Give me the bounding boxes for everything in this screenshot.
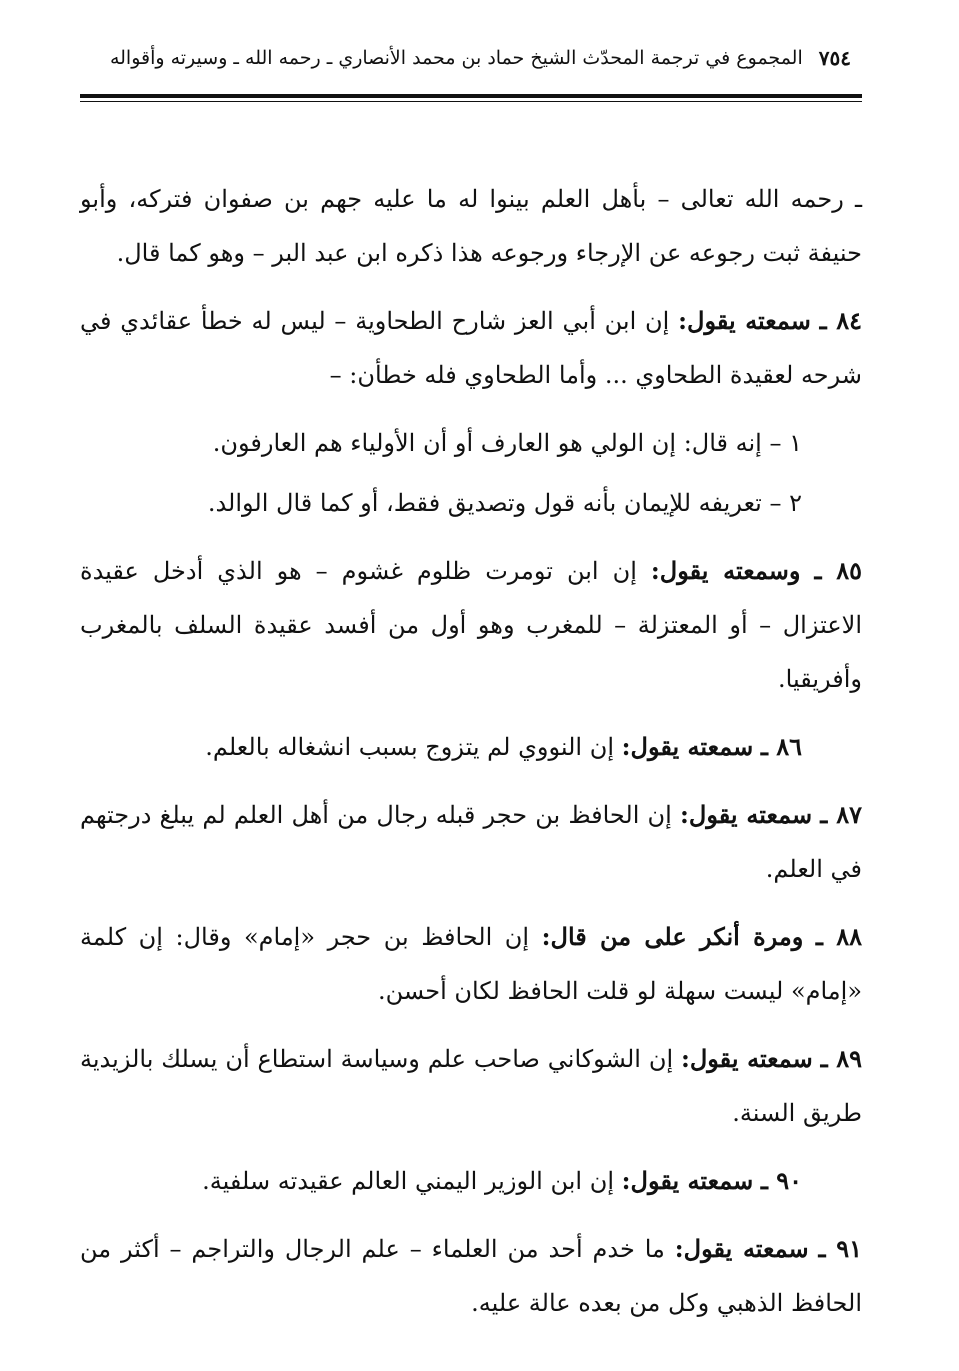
- item-number: ٨٨ ـ: [815, 922, 862, 951]
- item-lead: سمعته يقول:: [678, 306, 811, 335]
- paragraph-90: [80, 1154, 862, 1208]
- item-number: ٨٥ ـ: [814, 556, 862, 585]
- paragraph-91: [80, 1222, 862, 1330]
- item-number: ٩٠ ـ: [760, 1166, 802, 1195]
- item-lead: سمعته يقول:: [621, 1166, 754, 1195]
- item-number: ٨٦ ـ: [760, 732, 802, 761]
- paragraph-85: [80, 544, 862, 706]
- item-number: ٨٩ ـ: [820, 1044, 862, 1073]
- paragraph-86: [80, 720, 862, 774]
- item-number: ٨٧ ـ: [820, 800, 862, 829]
- paragraph-text: ١ – إنه قال: إن الولي هو العارف أو أن الأولياء هم العارفون.: [212, 429, 802, 457]
- paragraph-text: إن الحافظ بن حجر «إمام» وقال: إن كلمة «إمام» ليست سهلة لو قلت الحافظ لكان أحسن.: [80, 923, 862, 1005]
- paragraph-text: إن الحافظ بن حجر قبله رجال من أهل العلم لم يبلغ درجتهم في العلم.: [80, 801, 862, 883]
- paragraph-text: إن ابن تومرت ظلوم غشوم – هو الذي أدخل عقيدة الاعتزال – أو المعتزلة – للمغرب وهو أول من أفسد عقيدة السلف بالمغرب وأفريقيا.: [80, 557, 862, 693]
- paragraph-text: إن النووي لم يتزوج بسبب انشغاله بالعلم.: [205, 733, 614, 761]
- paragraph-text: ـ رحمه الله تعالى – بأهل العلم بينوا له ما عليه جهم بن صفوان فتركه، وأبو حنيفة ثبت رجوعه عن الإرجاء ورجوعه هذا ذكره ابن عبد البر – وهو كما قال.: [80, 185, 862, 267]
- item-lead: سمعته يقول:: [680, 800, 813, 829]
- paragraph-87: [80, 788, 862, 896]
- item-lead: وسمعته يقول:: [650, 556, 801, 585]
- paragraph-text: ما خدم أحد من العلماء – علم الرجال والتراجم – أكثر من الحافظ الذهبي وكل من بعده عالة عليه.: [80, 1235, 862, 1317]
- running-title: المجموع في ترجمة المحدّث الشيخ حماد بن محمد الأنصاري ـ رحمه الله ـ وسيرته وأقواله: [109, 47, 803, 69]
- item-lead: سمعته يقول:: [621, 732, 754, 761]
- item-number: ٨٤ ـ: [819, 306, 863, 335]
- paragraph-text: ٢ – تعريفه للإيمان بأنه قول وتصديق فقط، أو كما قال الوالد.: [207, 489, 802, 517]
- paragraph-89: [80, 1032, 862, 1140]
- item-lead: ومرة أنكر على من قال:: [541, 922, 804, 951]
- item-lead: سمعته يقول:: [674, 1234, 809, 1263]
- page-body: [80, 172, 862, 1344]
- paragraph-84: [80, 294, 862, 402]
- paragraph-text: إن الشوكاني صاحب علم وسياسة استطاع أن يسلك بالزيدية طريق السنة.: [80, 1045, 862, 1127]
- header-rule-thick: [80, 94, 862, 98]
- sub-item-2: [80, 476, 862, 530]
- sub-item-1: [80, 416, 862, 470]
- paragraph: [80, 172, 862, 280]
- running-header: [80, 38, 851, 78]
- item-lead: سمعته يقول:: [680, 1044, 813, 1073]
- paragraph-text: إن ابن أبي العز شارح الطحاوية – ليس له خطأ عقائدي في شرحه لعقيدة الطحاوي ... وأما الطحاوي فله خطأن: –: [80, 307, 862, 389]
- header-rule-thin: [80, 101, 862, 102]
- paragraph-text: إن ابن الوزير اليمني العالم عقيدته سلفية.: [202, 1167, 614, 1195]
- item-number: ٩١ ـ: [818, 1234, 862, 1263]
- paragraph-88: [80, 910, 862, 1018]
- page-number: ٧٥٤: [818, 46, 851, 70]
